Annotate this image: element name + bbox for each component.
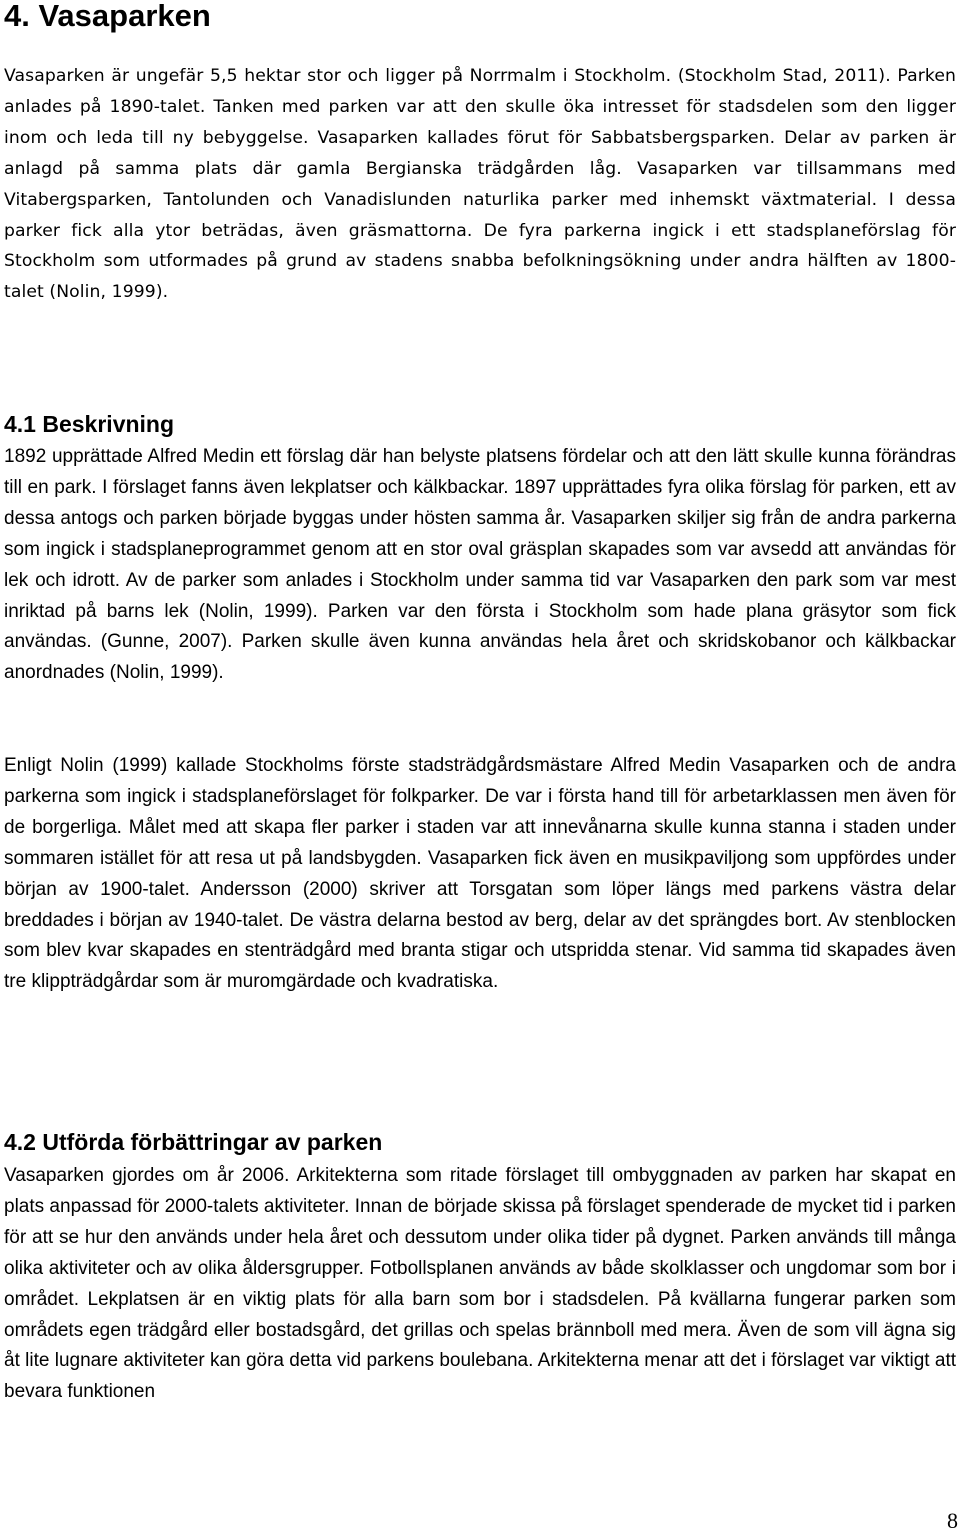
section-heading-description: 4.1 Beskrivning [4, 411, 175, 437]
description-paragraph-2: Enligt Nolin (1999) kallade Stockholms förste stadsträdgårdsmästare Alfred Medin Vasaparken och de andra parkerna som ingick i stadsplaneförslaget för folkparker. De var i första hand till för arbetarklassen men även för de borgerliga. Målet med att skapa fler parker i staden var att innevånarna skulle kunna stanna i staden under sommaren istället för att resa ut på landsbygden. Vasaparken fick även en musikpaviljong som uppfördes under början av 1900-talet. Andersson (2000) skriver att Torsgatan som löper längs med parkens västra delar breddades i början av 1940-talet. De västra delarna bestod av berg, delar av det sprängdes bort. Av stenblocken som blev kvar skapades en stenträdgård med branta stigar och utspridda stenar. Vid samma tid skapades även tre klippträdgårdar som är muromgärdade och kvadratiska. [4, 755, 956, 993]
intro-paragraph: Vasaparken är ungefär 5,5 hektar stor och ligger på Norrmalm i Stockholm. (Stockholm Stad, 2011). Parken anlades på 1890-talet. Tanken med parken var att den skulle öka intresset för stadsdelen som den ligger inom och leda till ny bebyggelse. Vasaparken kallades förut för Sabbatsbergsparken. Delar av parken är anlagd på samma plats där gamla Bergianska trädgården låg. Vasaparken var tillsammans med Vitabergsparken, Tantolunden och Vanadislunden naturlika parker med inhemskt växtmaterial. I dessa parker fick alla ytor beträdas, även gräsmattorna. De fyra parkerna ingick i ett stadsplaneförslag för Stockholm som utformades på grund av stadens snabba befolkningsökning under andra hälften av 1800-talet (Nolin, 1999). [4, 66, 956, 303]
improvements-paragraph: Vasaparken gjordes om år 2006. Arkitekterna som ritade förslaget till ombyggnaden av parken har skapat en plats anpassad för 2000-talets aktiviteter. Innan de började skissa på förslaget spenderade de mycket tid i parken för att se hur den används under hela året och dessutom under olika tider på dygnet. Parken används till många olika aktiviteter och av olika åldersgrupper. Fotbollsplanen används av både skolklasser och ungdomar som bor i området. Lekplatsen är en viktig plats för alla barn som bor i stadsdelen. På kvällarna fungerar parken som områdets egen trädgård eller bostadsgård, det grillas och spelas brännboll med mera. Även de som vill ägna sig åt lite lugnare aktiviteter kan göra detta vid parkens boulebana. Arkitekterna menar att det i förslaget var viktigt att bevara funktionen [4, 1165, 956, 1403]
section-heading-improvements: 4.2 Utförda förbättringar av parken [4, 1129, 383, 1155]
chapter-heading: 4. Vasaparken [4, 0, 211, 33]
page-number: 8 [947, 1508, 958, 1533]
description-paragraph-1: 1892 upprättade Alfred Medin ett förslag där han belyste platsens fördelar och att den lätt skulle kunna förändras till en park. I förslaget fanns även lekplatser och kälkbackar. 1897 upprättades fyra olika förslag för parken, ett av dessa antogs och parken började byggas under hösten samma år. Vasaparken skiljer sig från de andra parkerna som ingick i stadsplaneprogrammet genom att en stor oval gräsplan skapades som var avsedd att användas för lek och idrott. Av de parker som anlades i Stockholm under samma tid var Vasaparken den park som var mest inriktad på barns lek (Nolin, 1999). Parken var den första i Stockholm som hade plana gräsytor som fick användas. (Gunne, 2007). Parken skulle även kunna användas hela året och skridskobanor och kälkbackar anordnades (Nolin, 1999). [4, 446, 956, 684]
